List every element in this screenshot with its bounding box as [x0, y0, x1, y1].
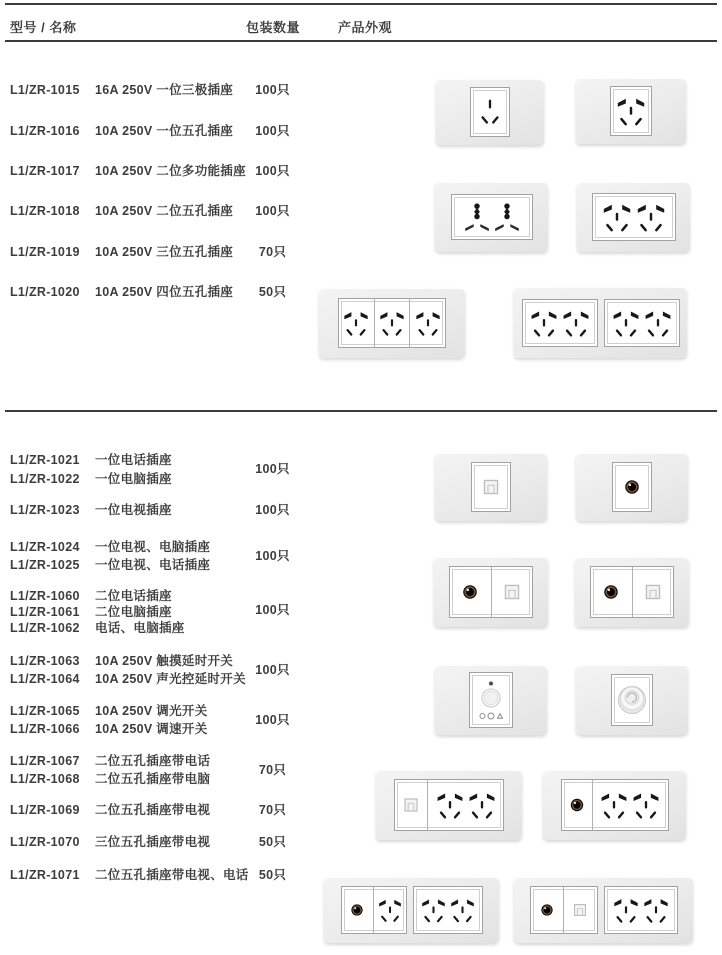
product-name: 二位五孔插座带电话: [95, 754, 211, 768]
product-image-one-gang-five-hole-socket: [576, 78, 686, 144]
product-image-four-gang-five-hole-socket: [514, 287, 687, 358]
model-number: L1/ZR-1025: [10, 558, 80, 572]
product-image-tv-plus-jack-socket: [434, 557, 548, 627]
product-name: 10A 250V 二位多功能插座: [95, 164, 246, 178]
product-image-tv-plus-two-five-hole-socket: [543, 770, 686, 840]
model-number: L1/ZR-1064: [10, 672, 80, 686]
column-header-quantity: 包装数量: [246, 20, 301, 35]
model-number: L1/ZR-1062: [10, 621, 80, 635]
model-number: L1/ZR-1069: [10, 803, 80, 817]
product-name: 三位五孔插座带电视: [95, 835, 211, 849]
model-number: L1/ZR-1066: [10, 722, 80, 736]
product-name: 二位五孔插座带电视: [95, 803, 211, 817]
product-name: 一位电话插座: [95, 453, 172, 467]
table-row: [10, 769, 210, 787]
model-number: L1/ZR-1023: [10, 503, 80, 517]
product-name: 10A 250V 调光开关: [95, 704, 208, 718]
model-number: L1/ZR-1021: [10, 453, 80, 467]
table-row: [10, 701, 208, 719]
table-row: [10, 537, 210, 555]
model-number: L1/ZR-1015: [10, 83, 80, 97]
table-row: [10, 500, 172, 518]
product-name: 10A 250V 调速开关: [95, 722, 208, 736]
product-name: 一位电视插座: [95, 503, 172, 517]
product-image-touch-delay-switch: [435, 665, 547, 735]
product-image-tv-jack-plus-two-five-hole-socket: [514, 877, 693, 943]
table-row: [10, 80, 233, 98]
package-quantity: 100只: [255, 603, 290, 617]
table-row: [10, 282, 233, 300]
top-rule: [5, 3, 717, 5]
model-number: L1/ZR-1070: [10, 835, 80, 849]
product-name: 二位电话插座: [95, 589, 172, 603]
model-number: L1/ZR-1068: [10, 772, 80, 786]
table-row: [10, 865, 249, 883]
model-number: L1/ZR-1065: [10, 704, 80, 718]
product-image-two-gang-five-hole-socket: [577, 182, 690, 252]
table-row: [10, 201, 233, 219]
package-quantity: 50只: [258, 868, 287, 882]
package-quantity: 70只: [258, 803, 287, 817]
product-name: 二位五孔插座带电视、电话: [95, 868, 249, 882]
model-number: L1/ZR-1060: [10, 589, 80, 603]
package-quantity: 100只: [255, 663, 290, 677]
product-image-three-gang-five-hole-socket: [319, 288, 465, 358]
product-name: 10A 250V 触摸延时开关: [95, 654, 234, 668]
product-image-one-gang-tv-socket: [576, 453, 688, 521]
product-name: 一位电脑插座: [95, 472, 172, 486]
column-header-appearance: 产品外观: [338, 20, 393, 35]
table-row: [10, 618, 185, 636]
table-row: [10, 651, 233, 669]
package-quantity: 50只: [258, 285, 287, 299]
header-rule: [5, 40, 717, 42]
package-quantity: 100只: [255, 713, 290, 727]
table-row: [10, 555, 210, 573]
model-number: L1/ZR-1067: [10, 754, 80, 768]
product-name: 10A 250V 声光控延时开关: [95, 672, 246, 686]
product-image-tv-plus-three-five-hole-socket: [324, 877, 499, 943]
table-row: [10, 669, 246, 687]
section-divider: [5, 410, 717, 412]
table-row: [10, 450, 172, 468]
model-number: L1/ZR-1063: [10, 654, 80, 668]
table-row: [10, 719, 208, 737]
product-name: 二位五孔插座带电脑: [95, 772, 211, 786]
product-name: 16A 250V 一位三极插座: [95, 83, 234, 97]
model-number: L1/ZR-1020: [10, 285, 80, 299]
product-name: 电话、电脑插座: [95, 621, 185, 635]
table-row: [10, 161, 246, 179]
column-header-model-name: 型号 / 名称: [10, 20, 77, 35]
table-row: [10, 832, 210, 850]
product-image-one-gang-three-pin-socket: [436, 79, 544, 145]
table-row: [10, 800, 210, 818]
model-number: L1/ZR-1022: [10, 472, 80, 486]
package-quantity: 50只: [258, 835, 287, 849]
model-number: L1/ZR-1016: [10, 124, 80, 138]
package-quantity: 100只: [255, 124, 290, 138]
table-row: [10, 751, 210, 769]
package-quantity: 100只: [255, 462, 290, 476]
model-number: L1/ZR-1024: [10, 540, 80, 554]
package-quantity: 100只: [255, 503, 290, 517]
package-quantity: 100只: [255, 204, 290, 218]
product-name: 一位电视、电脑插座: [95, 540, 211, 554]
package-quantity: 70只: [258, 245, 287, 259]
product-name: 10A 250V 四位五孔插座: [95, 285, 234, 299]
product-name: 10A 250V 一位五孔插座: [95, 124, 234, 138]
product-name: 10A 250V 三位五孔插座: [95, 245, 234, 259]
product-name: 二位电脑插座: [95, 605, 172, 619]
model-number: L1/ZR-1018: [10, 204, 80, 218]
product-image-two-gang-multifunction-socket: [435, 182, 548, 252]
product-image-one-gang-data-jack-socket: [435, 453, 547, 521]
product-image-jack-plus-two-five-hole-socket: [376, 770, 522, 840]
model-number: L1/ZR-1017: [10, 164, 80, 178]
table-row: [10, 469, 172, 487]
product-image-rotary-dimmer-switch: [576, 665, 688, 735]
package-quantity: 100只: [255, 83, 290, 97]
model-number: L1/ZR-1071: [10, 868, 80, 882]
product-name: 一位电视、电话插座: [95, 558, 211, 572]
product-image-tv-plus-jack-socket: [575, 557, 689, 627]
model-number: L1/ZR-1019: [10, 245, 80, 259]
package-quantity: 100只: [255, 164, 290, 178]
model-number: L1/ZR-1061: [10, 605, 80, 619]
table-row: [10, 121, 233, 139]
package-quantity: 100只: [255, 549, 290, 563]
table-row: [10, 242, 233, 260]
product-name: 10A 250V 二位五孔插座: [95, 204, 234, 218]
package-quantity: 70只: [258, 763, 287, 777]
